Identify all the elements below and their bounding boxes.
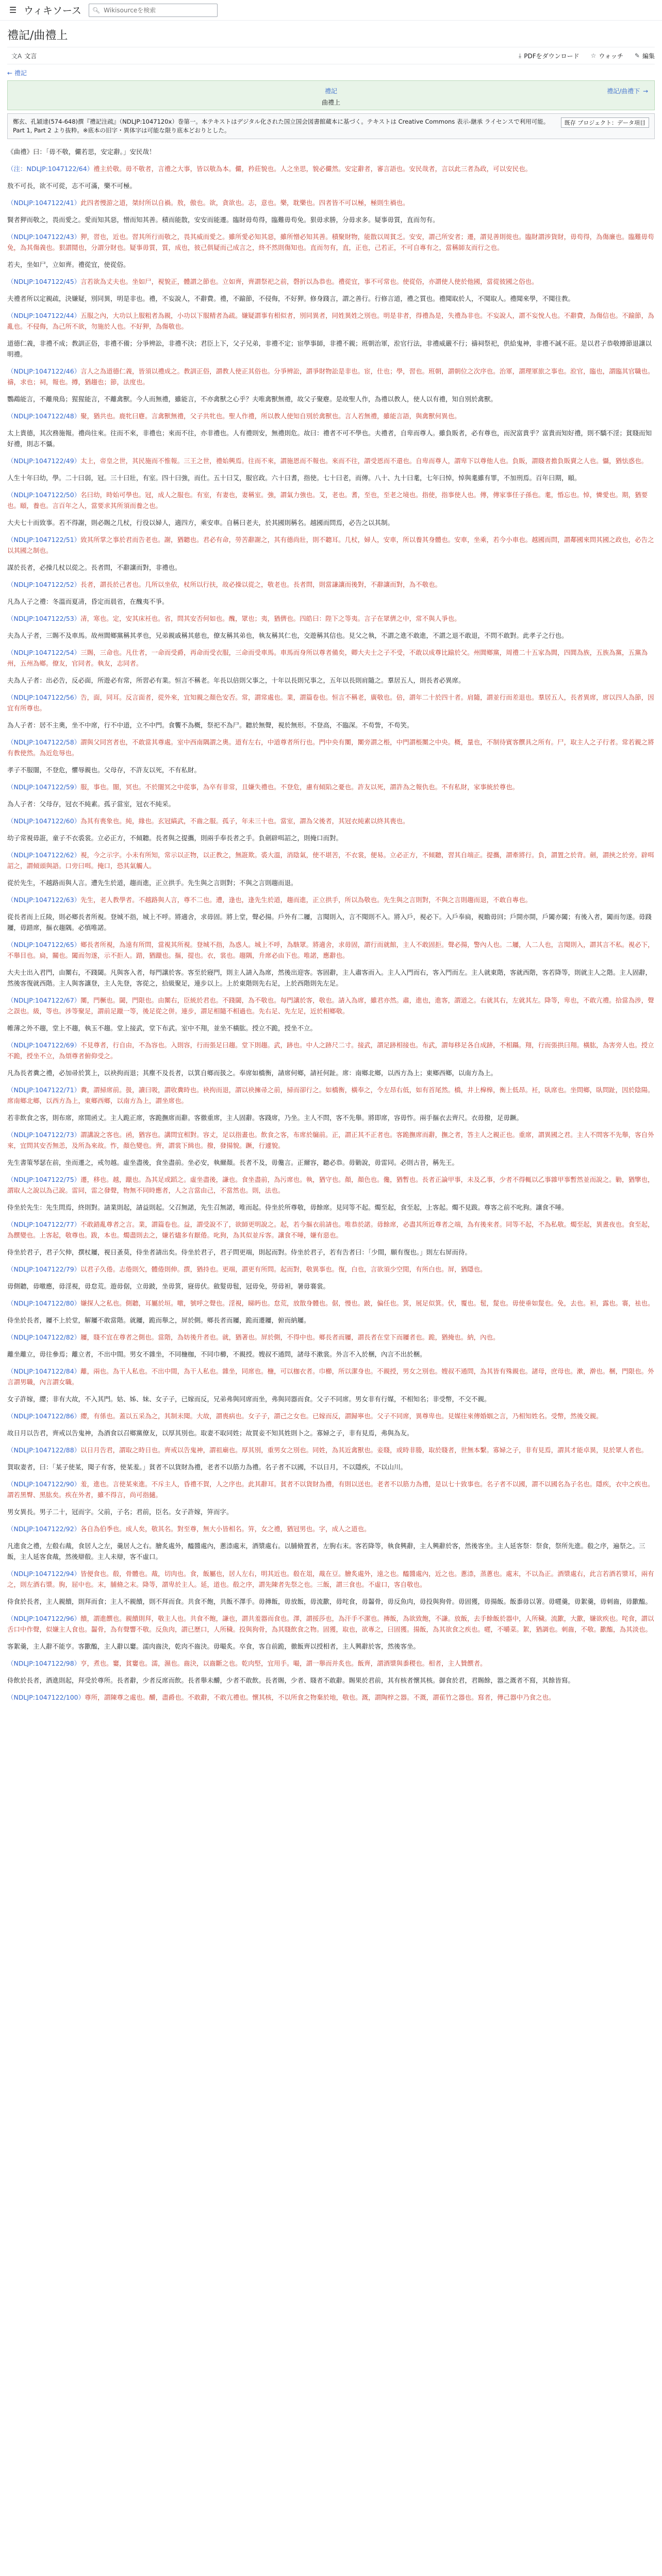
paragraph-text: 闑，門橛也。閾，門限也。由闑右，臣統於君也。不踐閾，為不敬也。每門讓於客，敬也。請入為席，雖君亦然。肅，進也，進客，謂道之。右就其右，左就其左。降等，卑也，不敢亢禮。拾當為涉，聲之誤也。級，等也。涉等聚足，謂前足躐一等，後足從之併。連步，謂足相隨不相過也。先右足、先左足，近於相鄉敬。 — [7, 996, 654, 1015]
classic-text-paragraph — [7, 720, 655, 731]
classic-text-paragraph — [7, 394, 655, 404]
classic-text-paragraph — [7, 1112, 655, 1123]
work-title-link[interactable]: 禮記 — [324, 88, 337, 95]
ndl-reference-link[interactable]: （NDLJP:1047122/75） — [7, 1176, 81, 1183]
ndl-reference-link[interactable]: （NDLJP:1047122/98） — [7, 1659, 81, 1667]
paragraph-text: 視，今之示字。小未有所知，常示以正物，以正教之，無誑欺。裘大溫，消陰氣，使不堪苦，不衣裳，便易。立必正方，不傾聽，習其自端正。提攜，謂牽將行。負，謂置之於背。劍，謂挾之於旁。辟咡詔之，謂傾頭與語。口旁曰咡。掩口，恐其氣觸人。 — [7, 851, 654, 870]
ndl-reference-link[interactable]: （NDLJP:1047122/43） — [7, 233, 81, 241]
commentary-paragraph — [7, 850, 655, 871]
arrow-right-icon: → — [642, 88, 648, 95]
ndl-reference-link[interactable]: （NDLJP:1047122/86） — [7, 1412, 81, 1420]
paragraph-text: 五服之內，大功以上服粗者為親，小功以下服精者為疏。嫌疑謂事有相似者，別同異者，同姓異姓之別也。明是非者，得禮為是，失禮為非也。不妄說人，謂不妄悅人也。不辭費，為傷信也。不踰節，為亂也。不侵侮，為己所不欲，勿施於人也。不好狎，為傷敬也。 — [7, 312, 654, 330]
ndl-reference-link[interactable]: （NDLJP:1047122/58） — [7, 738, 81, 746]
commentary-paragraph — [7, 1479, 655, 1500]
language-icon: 文A — [11, 52, 22, 60]
ndl-reference-link[interactable]: （NDLJP:1047122/96） — [7, 1615, 81, 1622]
commentary-paragraph — [7, 197, 655, 208]
commentary-paragraph — [7, 1411, 655, 1421]
watch-label: ウォッチ — [599, 52, 623, 60]
ndl-reference-link[interactable]: （注：NDLJP:1047122/64） — [7, 165, 94, 173]
classic-text-paragraph — [7, 765, 655, 775]
ndl-reference-link[interactable]: （NDLJP:1047122/63） — [7, 896, 81, 904]
commentary-paragraph — [7, 1129, 655, 1151]
ndl-reference-link[interactable]: （NDLJP:1047122/50） — [7, 491, 81, 499]
paragraph-text: 侍食於長者，主人親饋，則拜而食；主人不親饋，則不拜而食。共食不飽，共飯不澤手。毋摶飯，毋放飯，毋流歠，毋咤食，毋齧骨，毋反魚肉，毋投與狗骨。毋固獲，毋揚飯。飯黍毋以箸。毋嚃羹，毋絮羹，毋刺齒，毋歠醢。 — [7, 1598, 652, 1605]
paragraph-text: 不敢錯亂尊者之言。業，謂篇卷也。益，謂受說不了，欲師更明說之。起，若今摳衣前請也。唯恭於諾。毋餘席，必盡其所近尊者之端，為有後來者。同等不起，不為私敬。燭至起，異晝夜也。食至起，為饌變也。上客起，敬尊也。跋，本也。燭盡則去之，嫌若燼多有厭倦。叱狗，為其似並斥客。讓食不唾，嫌有惡也。 — [7, 1221, 654, 1239]
ndl-reference-link[interactable]: （NDLJP:1047122/71） — [7, 1086, 81, 1094]
data-item-badge[interactable]: 既存 プロジェクト：データ項目 — [561, 117, 649, 128]
search-icon: 🔍︎ — [92, 6, 101, 14]
classic-text-paragraph — [7, 1202, 655, 1213]
paragraph-text: 賀取妻者，曰：「某子使某，聞子有客，使某羞。」貧者不以貨財為禮，老者不以筋力為禮。名子者不以國，不以日月，不以隱疾，不以山川。 — [7, 1463, 407, 1471]
commentary-paragraph — [7, 1298, 655, 1309]
top-bar — [0, 0, 662, 21]
paragraph-text: 屨，賤不宜在尊者之側也。當階，為妨後升者也。就，猶著也。屏於側，不得中也。鄉長者而屨，謂長者在堂下而屨者也。跪，猶掩也。納，內也。 — [80, 1333, 500, 1341]
paragraph-text: 嫌探人之私也。側聽，耳屬於垣。噭，號呼之聲也。淫視，睇眄也。怠荒，放散身體也。倨，慢也。跛，偏任也。箕，展足似箕。伏，覆也。髢，髲也。毋使垂如髲也。免，去也。袒，露也。褰，袪也。 — [80, 1299, 654, 1307]
paragraph-text: 亨，煮也。窶，貧窶也。濡，濕也。齒決，以齒斷之也。乾肉堅，宜用手。嘬，謂一舉而并炙也。飯齊，謂酒漿與黍稷也。相者，主人贊饌者。 — [80, 1659, 487, 1667]
paragraph-text: 為其有喪象也。純，緣也。玄冠縞武，不齒之服。孤子，年未三十也。當室，謂為父後者，其冠衣純素以終其喪也。 — [80, 817, 409, 825]
commentary-paragraph — [7, 782, 655, 792]
commentary-paragraph — [7, 1174, 655, 1196]
toolbar-actions — [519, 52, 655, 60]
page-container — [0, 27, 662, 1703]
paragraph-text: 遷，移也。越，躐也。為其足或蹈之。虛坐盡後，謙也。食坐盡前，為污席也。執，猶守也。顏，顏色也。儳，猶暫也。長者正論甲事，未及乙事，少者不得輒以乙事雜甲事暫然並而說之。勦，猶擥也，謂取人之說以為己說。雷同，雷之發聲，物無不同時應者，人之言當由己，不當然也。則，法也。 — [7, 1176, 654, 1194]
classic-text-paragraph — [7, 1067, 655, 1078]
ndl-reference-link[interactable]: （NDLJP:1047122/46） — [7, 367, 81, 375]
paragraph-text: 先生，老人教學者。不越路與人言，尊不二也。遭，逢也，逢先生於道，趨而進，正立拱手，所以為敬也。先生與之言則對，不與之言則趨而退，不敢自專也。 — [80, 896, 532, 904]
ndl-reference-link[interactable]: （NDLJP:1047122/65） — [7, 941, 81, 948]
classic-text-paragraph — [7, 180, 655, 191]
ndl-reference-link[interactable]: （NDLJP:1047122/69） — [7, 1041, 81, 1049]
next-chapter-link[interactable] — [607, 87, 648, 95]
paragraph-text: 夫為人子者，三賜不及車馬。故州閭鄉黨稱其孝也，兄弟親戚稱其慈也，僚友稱其弟也，執友稱其仁也，交遊稱其信也。見父之執，不謂之進不敢進，不謂之退不敢退，不問不敢對。此孝子之行也。 — [7, 632, 568, 639]
classic-text-paragraph — [7, 1157, 655, 1168]
article-content — [7, 146, 655, 1703]
classic-text-paragraph — [7, 877, 655, 888]
paragraph-text: 尊所，謂陳尊之處也。釂，盡爵也。不敢辭，不敢亢禮也。懷其核，不以所食之物棄於地，敬也。溉，謂陶梓之器。不溉，謂萑竹之器也。寫者，傳己器中乃食之也。 — [85, 1693, 555, 1701]
classic-text-paragraph — [7, 338, 655, 360]
commentary-paragraph — [7, 231, 655, 253]
commentary-paragraph — [7, 455, 655, 466]
paragraph-text: 此四者慢游之道，桀紂所以自禍。敖，傲也。欲，貪欲也。志，意也。樂，耽樂也。四者皆不可以極，極則生禍也。 — [80, 199, 409, 207]
ndl-reference-link[interactable]: （NDLJP:1047122/45） — [7, 278, 81, 285]
pdf-download-button[interactable] — [519, 52, 580, 60]
paragraph-text: 幼子常視毋誑，童子不衣裘裳。立必正方，不傾聽。長者與之提攜，則兩手奉長者之手。負劍辟咡詔之，則掩口而對。 — [7, 834, 343, 842]
paragraph-text: 羞，進也。言使某來進。不斥主人，昏禮不賀，人之序也。此其辭耳。貧者不以貨財為禮，有則以送也。老者不以筋力為禮，是以七十致事也。名子者不以國，謂不以國名為子名也。隱疾，衣中之疾也。謂若黑臀、黑肱矣。疾在外者，雖不得言，尚可指擿。 — [7, 1480, 654, 1499]
paragraph-text: 謂講說之客也。函，猶容也。講問宜相對。容丈，足以指畫也。飲食之客，布席於牖前。正，謂正其不正者也。客跪撫席而辭，撫之者，答主人之親正也。重席，謂異國之君。主人不問客不先舉，客自外來，宜問其安否無恙，及所為來故。怍，顏色變也。齊，謂裳下緝也。撥，發揚貌。蹶，行遽貌。 — [7, 1131, 654, 1149]
commentary-paragraph — [7, 613, 655, 624]
paragraph-text: 人生十年曰幼，學。二十曰弱，冠。三十曰壯，有室。四十曰強，而仕。五十曰艾，服官政。六十曰耆，指使。七十曰老，而傳。八十、九十曰耄，七年曰悼，悼與耄雖有罪，不加刑焉。百年曰期，頤。 — [7, 474, 581, 482]
classic-text-paragraph — [7, 1315, 655, 1326]
classic-text-paragraph — [7, 146, 655, 157]
ndl-reference-link[interactable]: （NDLJP:1047122/100） — [7, 1693, 85, 1701]
classic-text-paragraph — [7, 1540, 655, 1562]
paragraph-text: 以日月告君，謂取之時日也。齊戒以告鬼神，謂祖廟也。厚其別，重男女之別也。同姓，為其近禽獸也。妾賤，或時非媵，取於賤者，世無本繫。寡婦之子，非有見焉，謂其才能卓異，見於眾人者也。 — [80, 1446, 648, 1454]
pencil-icon: ✎ — [634, 52, 640, 59]
commentary-paragraph — [7, 737, 655, 758]
classic-text-paragraph — [7, 428, 655, 449]
star-icon: ☆ — [590, 52, 597, 59]
paragraph-text: 長者，謂長於己者也。几所以坐依，杖所以行扶，故必操以從之，敬老也。長者問，則當謙讓而後對，不辭讓而對，為不敬也。 — [80, 581, 442, 588]
classic-text-paragraph — [7, 967, 655, 989]
paragraph-text: 凡為人子之禮：冬溫而夏凊，昏定而晨省，在醜夷不爭。 — [7, 598, 169, 605]
classic-text-paragraph — [7, 630, 655, 641]
language-button[interactable] — [11, 52, 37, 60]
classic-text-paragraph — [7, 293, 655, 304]
classic-text-paragraph — [7, 1394, 655, 1404]
paragraph-text: 三賜，三命也。凡仕者，一命而受爵，再命而受衣服，三命而受車馬。車馬而身所以尊者備矣，卿大夫士之子不受，不敢以成尊比踰於父。州閭鄉黨，周禮二十五家為閭，四閭為族，五族為黨，五黨為州，五州為鄉。僚友，官同者。執友，志同者。 — [7, 649, 648, 667]
commentary-paragraph — [7, 647, 655, 669]
commentary-paragraph — [7, 411, 655, 421]
commentary-paragraph — [7, 1613, 655, 1635]
edit-label: 編集 — [642, 52, 655, 60]
paragraph-text: 鸚鵡能言，不離飛鳥；猩猩能言，不離禽獸。今人而無禮，雖能言，不亦禽獸之心乎？夫唯禽獸無禮，故父子聚麀。是故聖人作，為禮以教人，使人以有禮，知自別於禽獸。 — [7, 395, 498, 403]
paragraph-text: 客絮羹，主人辭不能亨。客歠醢，主人辭以窶。濡肉齒決，乾肉不齒決。毋嘬炙。卒食，客自前跪，徹飯齊以授相者，主人興辭於客，然後客坐。 — [7, 1642, 420, 1650]
ndl-reference-link[interactable]: （NDLJP:1047122/51） — [7, 536, 81, 544]
ndl-reference-link[interactable]: （NDLJP:1047122/54） — [7, 649, 81, 656]
paragraph-text: 敖不可長，欲不可從，志不可滿，樂不可極。 — [7, 182, 137, 190]
classic-text-paragraph — [7, 214, 655, 225]
paragraph-text: 糞，謂掃席前。扱，讀曰吸，謂收糞時也。袂拘而退，謂以袂擁帚之前，掃而卻行之。如橋衡，橫奉之，令左昂右低，如有首尾然。橋，井上槹槔，衡上低昂。衽，臥席也。坐問鄉，臥問趾，因於陰陽。席南鄉北鄉，以西方為上，東鄉西鄉，以南方為上，謂坐席也。 — [7, 1086, 654, 1105]
paragraph-text: 名曰幼，時始可學也。冠，成人之服也。有室，有妻也，妻稱室。強，謂氣力強也。艾，老也。耆，至也，至老之境也。指使，指事使人也。傳，傳家事任子孫也。耄，惛忘也。悼，憐愛也。期，猶要也。頤，養也。言百年之人，當要求其所須而養之也。 — [7, 491, 648, 510]
commentary-paragraph — [7, 1219, 655, 1241]
classic-text-paragraph — [7, 799, 655, 809]
classic-text-paragraph — [7, 562, 655, 573]
paragraph-text: 纓，有係也。蓋以五采為之，其制未聞。大故，謂喪病也。女子子，謂己之女也。已嫁而反，謂歸寧也。父子不同席，異尊卑也。見媒往來傳婚姻之言，乃相知姓名。受幣，然後交親。 — [80, 1412, 603, 1420]
classic-text-paragraph — [7, 596, 655, 607]
classic-text-paragraph — [7, 675, 655, 686]
commentary-paragraph — [7, 1366, 655, 1387]
paragraph-text: 大夫士出入君門，由闑右，不踐閾。凡與客入者，每門讓於客。客至於寢門，則主人請入為席，然後出迎客。客固辭，主人肅客而入。主人入門而右，客入門而左。主人就東階，客就西階，客若降等，則就主人之階。主人固辭，然後客復就西階。主人與客讓登，主人先登，客從之，拾級聚足，連步以上。上於東階則先右足，上於西階則先左足。 — [7, 969, 652, 987]
language-label: 文言 — [24, 52, 37, 60]
paragraph-text: 致其所掌之事於君而告老也。謝，猶聽也。君必有命，勞苦辭謝之，其有德尚壯，則不聽耳。几杖，婦人，安車，所以養其身體也。安車，坐乘，若今小車也。越國而問，謂鄰國來問其國之政也，必告之以其國之制也。 — [7, 536, 654, 554]
commentary-paragraph — [7, 1445, 655, 1455]
classic-text-paragraph — [7, 911, 655, 933]
ndl-reference-link[interactable]: （NDLJP:1047122/60） — [7, 817, 81, 825]
paragraph-text: 女子許嫁，纓；非有大故，不入其門。姑、姊、妹、女子子，已嫁而反，兄弟弗與同席而坐，弗與同器而食。父子不同席。男女非有行媒，不相知名；非受幣，不交不親。 — [7, 1395, 491, 1403]
paragraph-text: 以君子久倦。志倦則欠，體倦則伸。撰，猶持也。更端，謂更有所問。起而對，敬異事也。復，白也，言欲須少空閒，有所白也。屏，猶隱也。 — [80, 1265, 487, 1273]
classic-text-paragraph — [7, 833, 655, 843]
watch-button[interactable] — [591, 52, 623, 60]
ndl-reference-link[interactable]: （NDLJP:1047122/44） — [7, 312, 81, 319]
commentary-paragraph — [7, 1692, 655, 1703]
paragraph-text: 離坐離立，毋往參焉；離立者，不出中間。男女不雜坐，不同椸枷，不同巾櫛，不親授。嫂叔不通問，諸母不漱裳。外言不入於梱，內言不出於梱。 — [7, 1350, 426, 1358]
paragraph-text: 離，兩也。為干人私也。不出中間，為干人私也。雜坐，同席也。椸，可以枷衣者。巾櫛，所以潔身也。不親授，男女之別也。嫂叔不通問，為其皆有殊親也。諸母，庶母也。漱，澣也。梱，門限也。外言謂男職，內言謂女職。 — [7, 1367, 654, 1386]
ndl-reference-link[interactable]: （NDLJP:1047122/94） — [7, 1570, 81, 1578]
commentary-paragraph — [7, 366, 655, 387]
commentary-paragraph — [7, 579, 655, 590]
ndl-reference-link[interactable]: （NDLJP:1047122/88） — [7, 1446, 81, 1454]
commentary-paragraph — [7, 1264, 655, 1275]
commentary-paragraph — [7, 1658, 655, 1669]
commentary-paragraph — [7, 1040, 655, 1061]
ndl-reference-link[interactable]: （NDLJP:1047122/49） — [7, 457, 81, 465]
paragraph-text: 毋側聽，毋噭應，毋淫視，毋怠荒。遊毋倨，立毋跛，坐毋箕，寢毋伏。斂髮毋髢，冠毋免，勞毋袒，暑毋褰裳。 — [7, 1282, 330, 1290]
ndl-reference-link[interactable]: （NDLJP:1047122/84） — [7, 1367, 81, 1375]
ndl-reference-link[interactable]: （NDLJP:1047122/48） — [7, 412, 81, 420]
site-logo[interactable]: ウィキソース — [24, 5, 81, 16]
ndl-reference-link[interactable]: （NDLJP:1047122/80） — [7, 1299, 81, 1307]
paragraph-text: 若夫，坐如尸，立如齊。禮從宜，使從俗。 — [7, 261, 130, 268]
paragraph-text: 言人之為道德仁義，皆須以禮成之。教訓正俗，謂教人使正其俗也。分爭辨訟，謂爭財物訟是非也。宦，仕也；學，習也。班朝，謂朝位之次序也。治軍，謂理軍旅之事也。涖官，臨也，謂臨其官職也。禱，求也；祠，報也。撙，猶趨也；節，法度也。 — [7, 367, 654, 386]
paragraph-text: 夫為人子者：出必告，反必面，所遊必有常，所習必有業。恒言不稱老。年長以倍則父事之，十年以長則兄事之，五年以長則肩隨之。羣居五人，則長者必異席。 — [7, 676, 465, 684]
paragraph-text: 告，面，同耳。反言面者，從外來，宜知親之顏色安否。常，謂常處也。業，謂篇卷也。恒言不稱老，廣敬也。倍，謂年二十於四十者。肩隨，謂並行而差退也。羣居五人，長者異席，席以四人為節，因宜有所尊也。 — [7, 693, 654, 712]
paragraph-text: 謂與父同宮者也，不敢當其尊處。室中西南隅謂之奧。道有左右，中道尊者所行也。門中央有闑，闑旁謂之棖，中門謂棖闑之中央。概，量也，不制待賓客饌具之所有。尸，取主人之子行者。常若親之將有教使然。為近危辱也。 — [7, 738, 654, 757]
paragraph-text: 從長者而上丘陵，則必鄉長者所視。登城不指，城上不呼。將適舍，求毋固。將上堂，聲必揚。戶外有二屨，言聞則入，言不聞則不入。將入戶，視必下。入戶奉扃，視瞻毋回；戶開亦開，戶闔亦闔；有後入者，闔而勿遂。毋踐屨，毋踖席，摳衣趨隅。必慎唯諾。 — [7, 913, 652, 931]
paragraph-text: 侍坐於先生：先生問焉，終則對。請業則起，請益則起。父召無諾，先生召無諾，唯而起。侍坐於所尊敬，毋餘席。見同等不起。燭至起，食至起，上客起。燭不見跋。尊客之前不叱狗。讓食不唾。 — [7, 1204, 568, 1211]
paragraph-text: 凡進食之禮，左殽右胾，食居人之左，羹居人之右。膾炙處外，醯醬處內，蔥渿處末，酒漿處右。以脯脩置者，左朐右末。客若降等，執食興辭，主人興辭於客，然後客坐。主人延客祭：祭食，祭所先進。殽之序，遍祭之。三飯，主人延客食胾，然後辯殽。主人未辯，客不虛口。 — [7, 1542, 646, 1561]
paragraph-text: 侍坐於長者，屨不上於堂，解屨不敢當階。就屨，跪而舉之，屏於側。鄉長者而屨，跪而遷屨，俯而納屨。 — [7, 1316, 310, 1324]
ndl-reference-link[interactable]: （NDLJP:1047122/53） — [7, 615, 81, 622]
paragraph-text: 言若欲為丈夫也。坐如尸，視貌正，體謂之節也。立如齊，齊謂祭祀之前，磬折以為恭也。禮從宜，事不可常也。使從俗，亦謂使人使於他國，當從彼國之俗也。 — [80, 278, 538, 285]
classic-text-paragraph — [7, 472, 655, 483]
paragraph-text: 《曲禮》曰：「毋不敬，儼若思，安定辭。」安民哉！ — [7, 148, 156, 156]
classic-text-paragraph — [7, 1281, 655, 1292]
paragraph-text: 為人子者：父母存，冠衣不純素。孤子當室，冠衣不純采。 — [7, 800, 175, 808]
commentary-paragraph — [7, 692, 655, 714]
paragraph-text: 狎，習也，近也。習其所行而敬之，畏其威而愛之。雖所愛必知其惡，雖所憎必知其善。積聚財物，能散以周貧乏。安安，謂己所安者；遷，謂見善則徙也。臨財謂涉貨財，毋苟得，為傷廉也。臨難毋苟免，為其傷義也。狠謂鬩也，分謂分財也。疑事毋質，質，成也，彼己俱疑而己成言之，終不然則傷知也。直而勿有，直，正也，己若正，不可自專有之，當稱師友而行之也。 — [7, 233, 654, 251]
paragraph-text: 不見尊者，行自由，不為容也。入則容，行而張足曰趨。堂下則趨。武，跡也。中人之跡尺二寸。接武，謂足跡相接也。布武，謂每移足各自成跡，不相躡。翔，行而張拱曰翔。橫肱，為害旁人也。授立不跪，授坐不立，為煩尊者俯仰受之。 — [7, 1041, 654, 1060]
commentary-paragraph — [7, 995, 655, 1016]
paragraph-text: 賢者狎而敬之，畏而愛之。愛而知其惡，憎而知其善。積而能散，安安而能遷。臨財毋苟得，臨難毋苟免。狠毋求勝，分毋求多。疑事毋質，直而勿有。 — [7, 216, 439, 224]
commentary-paragraph — [7, 1523, 655, 1534]
paragraph-text: 帷薄之外不趨，堂上不趨，執玉不趨。堂上接武，堂下布武。室中不翔，並坐不橫肱。授立不跪，授坐不立。 — [7, 1024, 317, 1032]
ndl-reference-link[interactable]: （NDLJP:1047122/73） — [7, 1131, 81, 1139]
classic-text-paragraph — [7, 1349, 655, 1360]
paragraph-text: 從於先生，不越路而與人言。遭先生於道，趨而進，正立拱手。先生與之言則對；不與之言則趨而退。 — [7, 879, 297, 887]
menu-icon[interactable]: ☰ — [9, 5, 17, 15]
ndl-reference-link[interactable]: （NDLJP:1047122/56） — [7, 693, 81, 701]
classic-text-paragraph — [7, 259, 655, 270]
next-chapter-label: 禮記/曲禮下 — [607, 88, 640, 95]
classic-text-paragraph — [7, 1428, 655, 1438]
ndl-reference-link[interactable]: （NDLJP:1047122/79） — [7, 1265, 81, 1273]
ndl-reference-link[interactable]: （NDLJP:1047122/41） — [7, 199, 81, 207]
paragraph-text: 太上，帝皇之世，其民施而不惟報。三王之世，禮始興焉。往而不來，謂施恩而不報也。來而不往，謂受恩而不還也。自卑而尊人，謂卑下以尊他人也。負販，謂賤者擔負販賣之人也。懾，猶怯惑也。 — [80, 457, 648, 465]
paragraph-text: 為人子者：居不主奧，坐不中席，行不中道，立不中門。食饗不為概，祭祀不為尸。聽於無聲，視於無形。不登高，不臨深。不苟訾，不苟笑。 — [7, 721, 413, 729]
paragraph-text: 謀於長者，必操几杖以從之。長者問，不辭讓而對，非禮也。 — [7, 564, 181, 571]
paragraph-text: 侍飲於長者，酒進則起，拜受於尊所。長者辭，少者反席而飲。長者舉未釂，少者不敢飲。長者賜，少者、賤者不敢辭。賜果於君前，其有核者懷其核。御食於君，君賜餘，器之溉者不寫，其餘皆寫。 — [7, 1676, 575, 1684]
edit-button[interactable] — [635, 52, 655, 60]
commentary-paragraph — [7, 276, 655, 287]
paragraph-text: 若非飲食之客，則布席，席間函丈。主人跪正席，客跪撫席而辭。客徹重席，主人固辭。客踐席，乃坐。主人不問，客不先舉。將即席，容毋怍。兩手摳衣去齊尺。衣毋撥，足毋蹶。 — [7, 1114, 523, 1122]
commentary-paragraph — [7, 489, 655, 511]
paragraph-text: 大夫七十而致事。若不得謝，則必賜之几杖，行役以婦人，適四方，乘安車。自稱曰老夫，於其國則稱名。越國而問焉，必告之以其制。 — [7, 519, 394, 527]
paragraph-text: 饋，謂進饌也。親饋則拜，敬主人也。共食不飽，謙也，謂共羞器而食也。澤，謂挼莎也，為汗手不潔也。摶飯，為欲致飽，不謙。放飯，去手餘飯於器中，人所穢。流歠，大歠，嫌欲疾也。咤食，謂以舌口中作聲，似嫌主人食也。齧骨，為有聲響不敬。反魚肉，謂已歷口，人所穢。投與狗骨，為其賤飲食之物。固獲，取也，欲專之，曰固獲。揚飯，為其欲食之疾也。嚃，不嚼菜。絮，猶調也。刺齒，不敬。歠醢，為其淡也。 — [7, 1615, 654, 1633]
paragraph-text: 服，事也。闇，冥也。不於闇冥之中從事，為卒有非常，且嫌失禮也。不登危，慮有傾陷之憂也。許友以死，謂許為之報仇也。不有私財，家事統於尊也。 — [80, 783, 519, 791]
paragraph-text: 男女異長。男子二十，冠而字。父前，子名；君前，臣名。女子許嫁，笄而字。 — [7, 1508, 233, 1516]
classic-text-paragraph — [7, 1506, 655, 1517]
paragraph-text: 皆便食也。殽，骨體也。胾，切肉也。食，飯屬也，居人左右，明其近也。殽在俎，胾在豆。膾炙處外，遠之也。醯醬處內，近之也。蔥渿，蒸蔥也。處末，不以為正。酒漿處右，此言若酒若漿耳，兩有之，則左酒右漿。朐，屈中也。末，脯脩之末。降等，謂卑於主人。延，道也。殽之序，謂先陳者先祭之也。三飯，謂三食也。不虛口，客自敬也。 — [7, 1570, 654, 1588]
commentary-paragraph — [7, 939, 655, 961]
download-icon: ⤓ — [518, 52, 522, 59]
classic-text-paragraph — [7, 1462, 655, 1472]
prev-page-link[interactable]: ← 禮記 — [7, 70, 27, 77]
chapter-title: 曲禮上 — [321, 99, 340, 106]
paragraph-text: 太上貴德，其次務施報。禮尚往來。往而不來，非禮也；來而不往，亦非禮也。人有禮則安，無禮則危。故曰：禮者不可不學也。夫禮者，自卑而尊人。雖負販者，必有尊也，而況富貴乎？富貴而知好禮，則不驕不淫；貧賤而知好禮，則志不懾。 — [7, 429, 652, 448]
paragraph-text: 故日月以告君，齊戒以告鬼神，為酒食以召鄉黨僚友，以厚其別也。取妻不取同姓；故買妾不知其姓則卜之。寡婦之子，非有見焉，弗與為友。 — [7, 1429, 413, 1437]
search-input[interactable] — [103, 6, 213, 14]
classic-text-paragraph — [7, 1023, 655, 1033]
commentary-paragraph — [7, 310, 655, 332]
source-notice — [7, 113, 655, 139]
paragraph-text: 凡為長者糞之禮，必加帚於箕上，以袂拘而退；其塵不及長者，以箕自鄉而扱之。奉席如橋衡，請席何鄉，請衽何趾。席：南鄉北鄉，以西方為上；東鄉西鄉，以南方為上。 — [7, 1069, 498, 1077]
classic-text-paragraph — [7, 1641, 655, 1652]
commentary-paragraph — [7, 1084, 655, 1106]
paragraph-text: 禮主於敬。毋不敬者，言禮之大事，皆以敬為本。儼，矜莊貌也。人之坐思，貌必儼然。安定辭者，審言語也。安民哉者，言以此三者為政，可以安民也。 — [93, 165, 532, 173]
paragraph-text: 各自為伯季也。成人矣，敬其名。對至尊，無大小皆相名。笄，女之禮，猶冠男也。字，成人之道也。 — [80, 1525, 371, 1533]
classic-text-paragraph — [7, 1596, 655, 1607]
source-notice-text: 鄭玄、孔穎達(574-648)撰『禮記注疏』（NDLJP:1047120x）巻第一。本テキストはデジタル化された国立国会図書館蔵本に基づく。テキストは Creative Commons 表示-継承 ライセンスで利用可能。Part 1, Part 2 より抜粋。※底本の旧字・異体字は可能な限り底本どおりとした。 — [13, 118, 550, 134]
paragraph-text: 孝子不服闇，不登危，懼辱親也。父母存，不許友以死，不有私財。 — [7, 766, 201, 774]
ndl-reference-link[interactable]: （NDLJP:1047122/52） — [7, 581, 81, 588]
paragraph-text: 夫禮者所以定親疏，決嫌疑，別同異，明是非也。禮，不妄說人，不辭費。禮，不踰節，不侵侮，不好狎。修身踐言，謂之善行。行修言道，禮之質也。禮聞取於人，不聞取人。禮聞來學，不聞往教。 — [7, 295, 575, 302]
search-box[interactable] — [89, 4, 218, 17]
classic-text-paragraph — [7, 517, 655, 528]
page-toolbar — [7, 47, 655, 64]
paragraph-text: 道德仁義，非禮不成；教訓正俗，非禮不備；分爭辨訟，非禮不決；君臣上下，父子兄弟，非禮不定；宦學事師，非禮不親；班朝治軍，涖官行法，非禮威嚴不行；禱祠祭祀，供給鬼神，非禮不誠不莊。是以君子恭敬撙節退讓以明禮。 — [7, 340, 652, 358]
paragraph-text: 聚，猶共也。鹿牝曰麀。言禽獸無禮，父子共牝也。聖人作禮，所以教人使知自別於禽獸也。言人若無禮，雖能言語，與禽獸何異也。 — [80, 412, 461, 420]
ndl-reference-link[interactable]: （NDLJP:1047122/82） — [7, 1333, 81, 1341]
classic-text-paragraph — [7, 1675, 655, 1686]
commentary-paragraph — [7, 816, 655, 826]
commentary-paragraph — [7, 1568, 655, 1590]
ndl-reference-link[interactable]: （NDLJP:1047122/62） — [7, 851, 81, 859]
paragraph-text: 先生書策琴瑟在前，坐而遷之，戒勿越。虛坐盡後，食坐盡前。坐必安，執爾顏。長者不及，毋儳言。正爾容，聽必恭。毋勦說，毋雷同。必則古昔，稱先王。 — [7, 1159, 459, 1166]
work-header-box — [7, 80, 655, 110]
commentary-paragraph — [7, 894, 655, 905]
page-title: 禮記/曲禮上 — [7, 29, 68, 42]
ndl-reference-link[interactable]: （NDLJP:1047122/77） — [7, 1221, 81, 1228]
ndl-reference-link[interactable]: （NDLJP:1047122/90） — [7, 1480, 81, 1488]
paragraph-text: 凊，寒也。定，安其床衽也。省，問其安否何如也。醜，眾也；夷，猶儕也。四皓曰：陛下之等夷。言子在眾儕之中，常不與人爭也。 — [80, 615, 461, 622]
pdf-download-label: PDFをダウンロード — [524, 52, 580, 60]
commentary-paragraph — [7, 534, 655, 556]
ndl-reference-link[interactable]: （NDLJP:1047122/59） — [7, 783, 81, 791]
commentary-paragraph — [7, 1332, 655, 1343]
ndl-reference-link[interactable]: （NDLJP:1047122/92） — [7, 1525, 81, 1533]
ndl-reference-link[interactable]: （NDLJP:1047122/67） — [7, 996, 81, 1004]
paragraph-text: 鄉長者所視，為遠有所問，當視其所視。登城不指，為惑人。城上不呼，為駭眾。將適舍，求毋固，謂行而就館，主人不敢固拒。聲必揚，警內人也。二屨，人二人也，言聞則入，謂其言不私。視必下，不舉目也。扃，關也。闔而勿遂，示不拒人。踖，猶躐也。摳，提也。衣，裳也。趨隅，升席必由下也。唯諾，應辭也。 — [7, 941, 654, 959]
paragraph-text: 侍坐於君子，君子欠伸，撰杖屨，視日蚤莫，侍坐者請出矣。侍坐於君子，君子問更端，則起而對。侍坐於君子，若有告者曰：「少間，願有復也。」則左右屏而待。 — [7, 1248, 472, 1256]
classic-text-paragraph — [7, 1247, 655, 1258]
commentary-paragraph — [7, 163, 655, 174]
